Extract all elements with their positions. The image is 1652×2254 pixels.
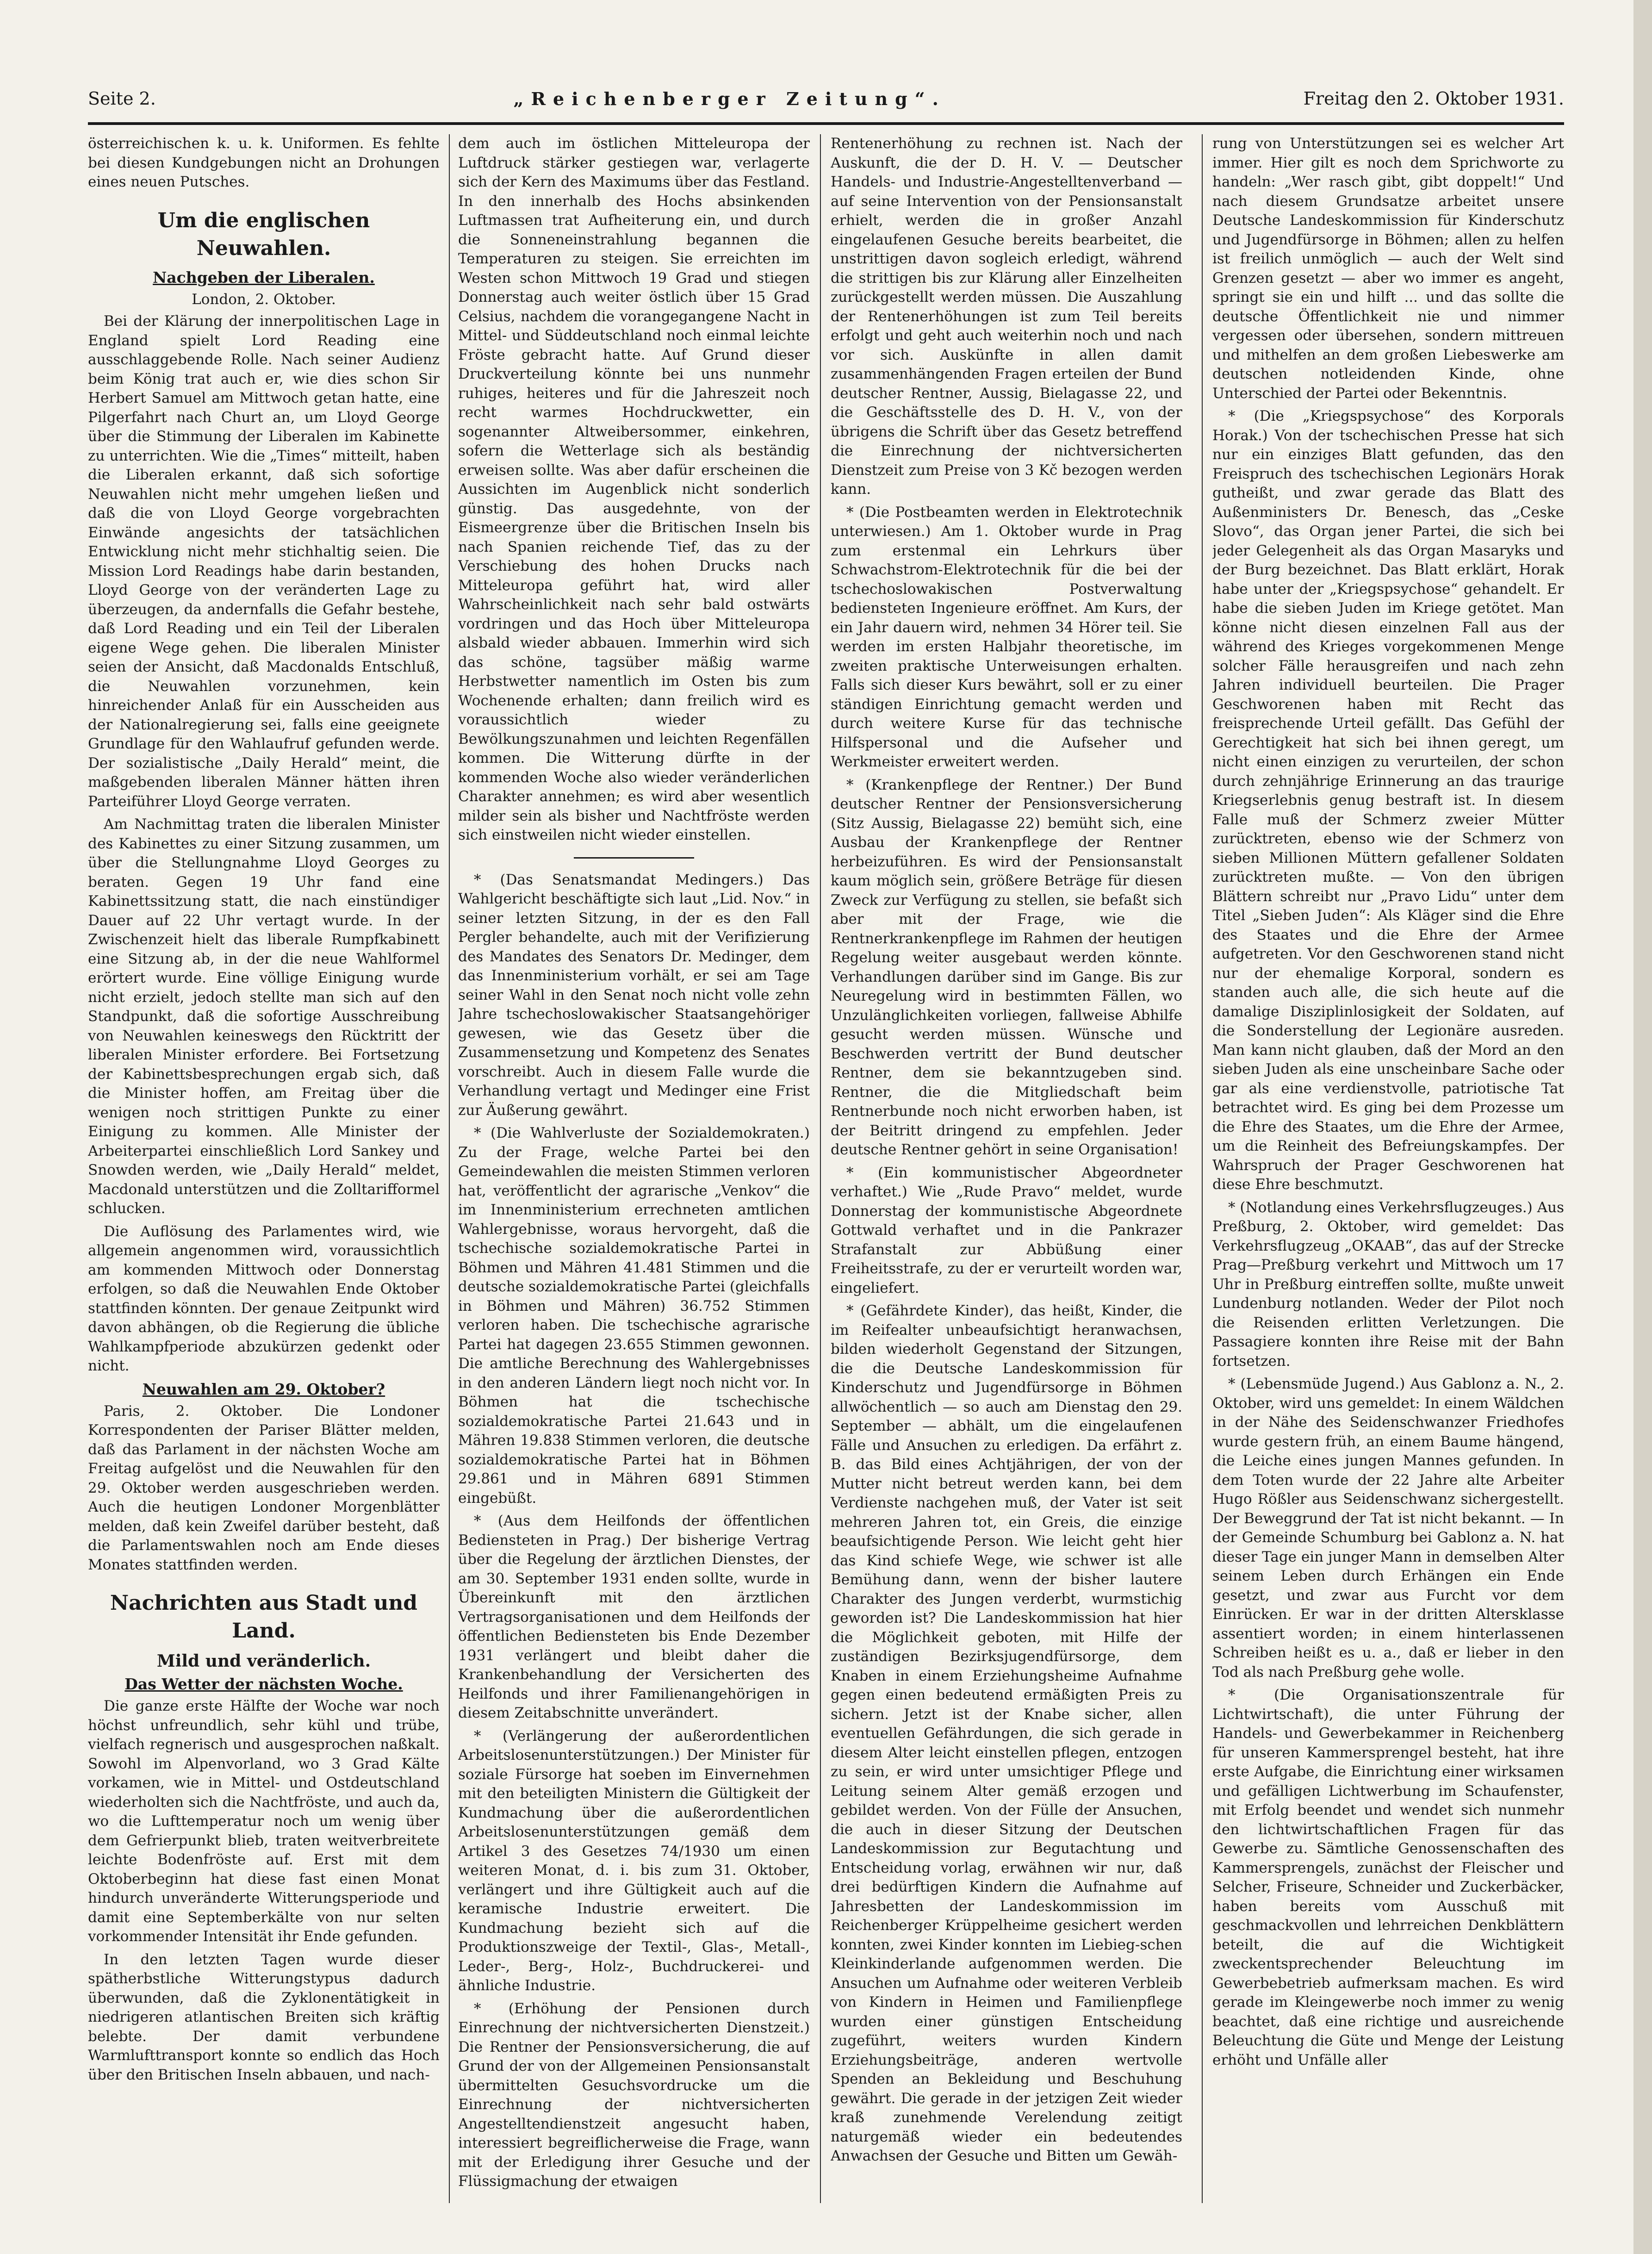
news-item: * (Die Postbeamten werden in Elektrotechnik unterwiesen.) Am 1. Oktober wurde in Prag zum erstenmal ein Lehrkurs über Schwachstrom-Elektrotechnik für die bei der tschechoslowakischen Postverwaltung bediensteten Ingenieure eröffnet. Am Kurs, der ein Jahr dauern wird, nehmen 34 Hörer teil. Sie werden im ersten Halbjahr theoretische, im zweiten praktische Unterweisungen erhalten. Falls sich dieser Kurs bewährt, soll er zu einer ständigen Einrichtung gemacht werden und durch weitere Kurse für das technische Hilfspersonal und die Aufseher und Werkmeister erweitert werden. [831,504,1182,770]
news-item: * (Erhöhung der Pensionen durch Einrechnung der nichtversicherten Dienstzeit.) Die Rentner der Pensionsversicherung, die auf Grund der von der Allgemeinen Pensionsanstalt übermittelten Gesuchsvordrucke um die Einrechnung der nichtversicherten Angestelltendienstzeit angesucht haben, interessiert begreiflicherweise die Frage, wann mit der Erledigung ihrer Gesuche und der Flüssigmachung der etwaigen [458,2000,810,2190]
news-item: * (Die Organisationszentrale für Lichtwirtschaft), die unter Führung der Handels- und Gewerbekammer in Reichenberg für unseren Kammersprengel besteht, hat ihre erste Aufgabe, die Einrichtung einer wirksamen und gefälligen Lichtwerbung im Schaufenster, mit Erfolg beendet und wendet sich nunmehr den lichtwirtschaftlichen Fragen für das Gewerbe zu. Sämtliche Genossenschaften des Kammersprengels, zunächst der Fleischer und Selcher, Friseure, Schneider und Zuckerbäcker, haben bereits vom Ausschuß mit geschmackvollen und lehrreichen Denkblättern beteilt, die auf die Wichtigkeit zweckentsprechender Beleuchtung im Gewerbebetrieb aufmerksam machen. Es wird gerade im Kleingewerbe noch immer zu wenig beachtet, daß eine richtige und ausreichende Beleuchtung die Güte und Menge der Leistung erhöht und Unfälle aller [1212,1687,1564,2068]
news-item: * (Krankenpflege der Rentner.) Der Bund deutscher Rentner der Pensionsversicherung (Sitz Aussig, Bielagasse 22) bemüht sich, eine Ausbau der Krankenpflege der Rentner herbeizuführen. Es wird der Pensionsanstalt kaum möglich sein, größere Beträge für diesen Zweck zur Verfügung zu stellen, sie befaßt sich aber mit der Frage, wie die Rentnerkrankenpflege im Rahmen der heutigen Regelung weiter ausgebaut werden könnte. Verhandlungen darüber sind im Gange. Bis zur Neuregelung wird in bestimmten Fällen, wo Unzulänglichkeiten vorliegen, fallweise Abhilfe gesucht werden müssen. Wünsche und Beschwerden vertritt der Bund deutscher Rentner, dem sie bekanntzugeben sind. Rentner, die die Mitgliedschaft beim Rentnerbunde noch nicht erworben haben, ist der Beitritt dringend zu empfehlen. Jeder deutsche Rentner gehört in seine Organisation! [831,776,1182,1158]
news-item: * (Das Senatsmandat Medingers.) Das Wahlgericht beschäftigte sich laut „Lid. Nov.“ in seiner letzten Sitzung, in der es den Fall Pergler behandelte, auch mit der Verifizierung des Mandates des Senators Dr. Medinger, dem das Innenministerium vorhält, er sei am Tage seiner Wahl in den Senat noch nicht volle zehn Jahre tschechoslowakischer Staatsangehöriger gewesen, wie das Gesetz über die Zusammensetzung und Kompetenz des Senates vorschreibt. Auch in diesem Falle wurde die Verhandlung vertagt und Medinger eine Frist zur Äußerung gewährt. [458,871,810,1119]
news-item: * (Die „Kriegspsychose“ des Korporals Horak.) Von der tschechischen Presse hat sich nur ein einziges Blatt gefunden, das den Freispruch des tschechischen Legionärs Horak gutheißt, und zwar gerade das Blatt des Außenministers Dr. Benesch, das „Ceske Slovo“, das Organ jener Partei, die sich bei jeder Gelegenheit als das Organ Masaryks und der Burg bezeichnet. Das Blatt erklärt, Horak habe unter der „Kriegspsychose“ gehandelt. Er habe die sieben Juden im Kriege getötet. Man könne nicht diesen einzelnen Fall aus der während des Krieges vorgekommenen Menge solcher Fälle herausgreifen und nach zehn Jahren individuell beurteilen. Die Prager Geschworenen haben mit Recht das freisprechende Urteil gefällt. Das Gefühl der Gerechtigkeit hat sich bei ihnen geregt, um nicht einen einzigen zu verurteilen, der schon durch zehnjährige Erinnerung an das traurige Kriegserlebnis genug bestraft ist. In diesem Falle muß der Schmerz zweier Mütter zurücktreten, ebenso wie der Schmerz von sieben Millionen Müttern gefallener Soldaten zurücktreten mußte. — Von den übrigen Blättern schreibt nur „Pravo Lidu“ unter dem Titel „Sieben Juden“: Als Kläger sind die Ehre des Staates und die Ehre der Armee aufgetreten. Vor den Geschworenen stand nicht nur der ehemalige Korporal, sondern es standen auch alle, die sich heute auf die damalige Disziplinlosigkeit der Soldaten, auf die Sonderstellung der Legionäre ausreden. Man kann nicht glauben, daß der Mord an den sieben Juden als eine unscheinbare Sache oder gar als eine verdienstvolle, patriotische Tat betrachtet wird. Es ging bei dem Prozesse um die Ehre des Staates, um die Ehre der Armee, um die Reinheit des Befreiungskampfes. Der Wahrspruch der Prager Geschworenen hat diese Ehre beschmutzt. [1212,408,1564,1193]
article-paragraph: dem auch im östlichen Mitteleuropa der Luftdruck stärker gestiegen war, verlagerte sich der Kern des Maximums über das Festland. In den innerhalb des Hochs absinkenden Luftmassen trat Aufheiterung ein, und durch die Sonneneinstrahlung begannen die Temperaturen zu steigen. Sie erreichten im Westen schon Mittwoch 19 Grad und stiegen Donnerstag auch weiter östlich über 15 Grad Celsius, nachdem die vorangegangene Nacht in Mittel- und Süddeutschland noch einmal leichte Fröste gebracht hatte. Auf Grund dieser Druckverteilung könnte bei uns nunmehr ruhiges, heiteres und für die Jahreszeit noch recht warmes Hochdruckwetter, ein sogenannter Altweibersommer, einkehren, sofern die Wetterlage sich als beständig erweisen sollte. Was aber dafür erscheinen die Aussichten im Augenblick nicht sonderlich günstig. Das ausgedehnte, von der Eismeergrenze über die Britischen Inseln bis nach Spanien reichende Tief, das zu der Verschiebung des hohen Drucks nach Mitteleuropa geführt hat, wird aller Wahrscheinlichkeit nach sehr bald ostwärts vordringen und das Hoch über Mitteleuropa alsbald wieder abbauen. Immerhin wird sich das schöne, tagsüber mäßig warme Herbstwetter namentlich im Osten bis zum Wochenende erhalten; dann freilich wird es voraussichtlich wieder zu Bewölkungszunahmen und leichten Regenfällen kommen. Die Witterung dürfte in der kommenden Woche also wieder veränderlichen Charakter annehmen; es wird aber wesentlich milder sein als bisher und Nachtfröste werden sich einstweilen nicht wieder einstellen. [458,135,810,843]
article-paragraph: Bei der Klärung der innerpolitischen Lage in England spielt Lord Reading eine ausschlaggebende Rolle. Nach seiner Audienz beim König trat auch er, wie dies schon Sir Herbert Samuel am Mittwoch getan hatte, eine Pilgerfahrt nach Churt an, um Lloyd George über die Stimmung der Liberalen im Kabinette zu unterrichten. Wie die „Times“ mitteilt, haben die Liberalen erkannt, daß sich sofortige Neuwahlen nicht mehr umgehen ließen und daß die von Lloyd George vorgebrachten Einwände angesichts der tatsächlichen Entwicklung nicht mehr stichhaltig seien. Die Mission Lord Readings habe darin bestanden, Lloyd George von der veränderten Lage zu überzeugen, da andernfalls die Gefahr bestehe, daß Lord Reading und ein Teil der Liberalen eigene Wege gehen. Die liberalen Minister seien der Ansicht, daß Macdonalds Entschluß, die Neuwahlen vorzunehmen, kein hinreichender Anlaß für ein Ausscheiden aus der Nationalregierung sei, falls eine geeignete Grundlage für den Wahlaufruf gefunden werde. Der sozialistische „Daily Herald“ meint, die maßgebenden liberalen Männer hätten ihren Parteiführer Lloyd George verraten. [88,313,440,810]
article-paragraph: Am Nachmittag traten die liberalen Minister des Kabinettes zu einer Sitzung zusammen, um über die Stellungnahme Lloyd Georges zu beraten. Gegen 19 Uhr fand eine Kabinettssitzung statt, die nach einstündiger Dauer auf 22 Uhr vertagt wurde. In der Zwischenzeit hielt das liberale Rumpfkabinett eine Sitzung ab, in der die neue Wahlformel erörtert wurde. Eine völlige Einigung wurde nicht erzielt, jedoch stellte man sich auf den Standpunkt, daß die sofortige Ausschreibung von Neuwahlen keineswegs den Rücktritt der liberalen Minister erfordere. Bei Fortsetzung der Kabinettsbesprechungen ergab sich, daß die Minister hoffen, am Freitag über die wenigen noch strittigen Punkte zu einer Einigung zu kommen. Alle Minister der Arbeiterpartei einschließlich Lord Sankey und Snowden werden, wie „Daily Herald“ meldet, Macdonald unterstützen und die Zolltarifformel schlucken. [88,816,440,1217]
article-subheadline: Nachgeben der Liberalen. [153,268,375,286]
news-item: rung von Unterstützungen sei es welcher Art immer. Hier gilt es noch dem Sprichworte zu handeln: „Wer rasch gibt, gibt doppelt!“ Und nach diesem Grundsatze arbeitet unsere Deutsche Landeskommission für Kinderschutz und Jugendfürsorge in Böhmen; allen zu helfen ist freilich unmöglich — auch der Welt sind Grenzen gesetzt — aber wo immer es angeht, springt sie ein und hilft ... und das sollte die deutsche Öffentlichkeit nie und nimmer vergessen oder übersehen, sondern mittreuen und mithelfen an dem großen Liebeswerke am deutschen notleidenden Kinde, ohne Unterschied der Partei oder Bekenntnis. [1212,135,1564,402]
news-item: * (Gefährdete Kinder), das heißt, Kinder, die im Reifealter unbeaufsichtigt heranwachsen, bilden wiederholt Gegenstand der Sitzungen, die die Deutsche Landeskommission für Kinderschutz und Jugendfürsorge in Böhmen allwöchentlich — so auch am Dienstag den 29. September — abhält, um die eingelaufenen Fälle und Ansuchen zu erledigen. Da erfährt z. B. das Bild eines Achtjährigen, der von der Mutter nicht betreut werden kann, bei dem Verdienste nachgehen muß, der Vater ist seit mehreren Jahren tot, ein Greis, die einzige beaufsichtigende Person. Wie leicht geht hier das Kind schiefe Wege, wie schwer ist alle Bemühung dann, wenn der bisher lautere Charakter des Jungen verderbt, wurmstichig geworden ist? Die Landeskommission hat hier die Möglichkeit geboten, mit Hilfe der zuständigen Bezirksjugendfürsorge, dem Knaben in einem Erziehungsheime Aufnahme gegen einen bedeutend ermäßigten Preis zu sichern. Jetzt ist der Knabe sicher, allen eventuellen Gefährdungen, die sich gerade in diesem Alter leicht einstellen pflegen, entzogen zu sein, er wird unter umsichtiger Pflege und Leitung seinem Alter gemäß erzogen und gebildet werden. Von der Fülle der Ansuchen, die auch in dieser Sitzung der Deutschen Landeskommission zur Begutachtung und Entscheidung vorlag, erwähnen wir nur, daß drei bedürftigen Kindern die Aufnahme auf Jahresbetten der Landeskommission im Reichenberger Krüppelheime gesichert werden konnten, zwei Kinder konnten im Liebieg-schen Kleinkinderlande aufgenommen werden. Die Ansuchen um Aufnahme oder weiteren Verbleib von Kindern in Heimen und Familienpflege wurden einer günstigen Entscheidung zugeführt, weiters wurden Kindern Erziehungsbeiträge, anderen wertvolle Spenden an Bekleidung und Beschuhung gewährt. Die gerade in der jetzigen Zeit wieder kraß zunehmende Verelendung zeitigt naturgemäß wieder ein bedeutendes Anwachsen der Gesuche und Bitten um Gewäh- [831,1302,1182,2164]
news-item: * (Ein kommunistischer Abgeordneter verhaftet.) Wie „Rude Pravo“ meldet, wurde Donnerstag der kommunistische Abgeordnete Gottwald verhaftet und in die Pankrazer Strafanstalt zur Abbüßung einer Freiheitsstrafe, zu der er verurteilt worden war, eingeliefert. [831,1164,1182,1296]
dateline: London, 2. Oktober. [192,291,336,308]
header-rule [88,122,1564,125]
news-item: * (Lebensmüde Jugend.) Aus Gablonz a. N., 2. Oktober, wird uns gemeldet: In einem Wäldchen in der Nähe des Seidenschwanzer Friedhofes wurde gestern früh, an einem Baume hängend, die Leiche eines jungen Mannes gefunden. In dem Toten wurde der 22 Jahre alte Arbeiter Hugo Rößler aus Seidenschwanz sichergestellt. Der Beweggrund der Tat ist nicht bekannt. — In der Gemeinde Schumburg bei Gablonz a. N. hat dieser Tage ein junger Mann in demselben Alter seinem Leben durch Erhängen ein Ende gesetzt, und zwar aus Furcht vor dem Einrücken. Er war in der dritten Altersklasse assentiert worden; in einem hinterlassenen Schreiben heißt es u. a., daß er lieber in den Tod als nach Preßburg gehe wolle. [1212,1376,1564,1681]
article-continuation: österreichischen k. u. k. Uniformen. Es fehlte bei diesen Kundgebungen nicht an Drohungen eines neuen Putsches. [88,135,440,190]
article-subheadline: Neuwahlen am 29. Oktober? [142,1380,385,1398]
article-paragraph: In den letzten Tagen wurde dieser spätherbstliche Witterungstypus dadurch überwunden, daß die Zyklonentätigkeit in niedrigeren atlantischen Breiten sich kräftig belebte. Der damit verbundene Warmlufttransport konnte so endlich das Hoch über den Britischen Inseln abbauen, und nach- [88,1951,440,2083]
column-2 [458,134,810,2203]
page-header [88,82,1564,115]
column-divider [449,134,450,2203]
article-separator [574,857,694,859]
column-divider [1202,134,1203,2203]
section-headline: Nachrichten aus Stadt und Land. [110,1591,418,1643]
news-item: * (Notlandung eines Verkehrsflugzeuges.) Aus Preßburg, 2. Oktober, wird gemeldet: Das Verkehrsflugzeug „OKAAB“, das auf der Strecke Prag—Preßburg verkehrt und Mittwoch um 17 Uhr in Preßburg eintreffen sollte, mußte unweit Lundenburg notlanden. Weder der Pilot noch die Reisenden erlitten Verletzungen. Die Passagiere konnten ihre Reise mit der Bahn fortsetzen. [1212,1199,1564,1370]
column-divider [820,134,821,2203]
news-item: * (Verlängerung der außerordentlichen Arbeitslosenunterstützungen.) Der Minister für soziale Fürsorge hat soeben im Einvernehmen mit den beteiligten Ministern die Gültigkeit der Kundmachung über die außerordentlichen Arbeitslosenunterstützungen gemäß dem Artikel 3 des Gesetzes 74/1930 um einen weiteren Monat, d. i. bis zum 31. Oktober, verlängert und ihre Gültigkeit auch auf die keramische Industrie erweitert. Die Kundmachung bezieht sich auf die Produktionszweige der Textil-, Glas-, Metall-, Leder-, Berg-, Holz-, Buchdruckerei- und ähnliche Industrie. [458,1727,810,1994]
page-edge [1633,0,1652,2254]
article-paragraph: Die Auflösung des Parlamentes wird, wie allgemein angenommen wird, voraussichtlich am kommenden Mittwoch oder Donnerstag erfolgen, so daß die Neuwahlen Ende Oktober stattfinden könnten. Der genaue Zeitpunkt wird davon abhängen, ob die Regierung die übliche Wahlkampfperiode abzukürzen gedenkt oder nicht. [88,1223,440,1374]
article-subheadline: Das Wetter der nächsten Woche. [124,1675,403,1693]
news-item: Rentenerhöhung zu rechnen ist. Nach der Auskunft, die der D. H. V. — Deutscher Handels- und Industrie-Angestelltenverband — auf seine Intervention von der Pensionsanstalt erhielt, werden die in großer Anzahl eingelaufenen Gesuche bereits bearbeitet, die unstrittigen davon sogleich erledigt, während die strittigen bis zur Klärung aller Einzelheiten zurückgestellt werden müssen. Die Auszahlung der Rentenerhöhungen ist zum Teil bereits erfolgt und geht auch weiterhin noch und nach vor sich. Auskünfte in allen damit zusammenhängenden Fragen erteilen der Bund deutscher Rentner, Aussig, Bielagasse 22, und die Geschäftsstelle des D. H. V., von der übrigens die Schrift über das Gesetz betreffend die Einrechnung der nichtversicherten Dienstzeit zum Preise von 3 Kč bezogen werden kann. [831,135,1182,498]
news-item: * (Aus dem Heilfonds der öffentlichen Bediensteten in Prag.) Der bisherige Vertrag über die Regelung der ärztlichen Dienstes, der am 30. September 1931 enden sollte, wurde in Übereinkunft mit den ärztlichen Vertragsorganisationen und dem Heilfonds der öffentlichen Bediensteten bis Ende Dezember 1931 verlängert und bleibt daher die Krankenbehandlung der Versicherten des Heilfonds und ihrer Familienangehörigen in diesem Zeitabschnitte unverändert. [458,1513,810,1721]
issue-date: Freitag den 2. Oktober 1931. [1303,88,1564,109]
column-4 [1212,134,1564,2203]
article-headline: Um die englischen Neuwahlen. [157,208,370,260]
article-paragraph: Die ganze erste Hälfte der Woche war noch höchst unfreundlich, sehr kühl und trübe, vielfach regnerisch und ausgesprochen naßkalt. Sowohl im Alpenvorland, wo 3 Grad Kälte vorkamen, wie in Mittel- und Ostdeutschland wiederholten sich die Nachtfröste, und auch da, wo die Lufttemperatur noch um wenig über dem Gefrierpunkt blieb, traten weitverbreitete leichte Bodenfröste auf. Erst mit dem Oktoberbeginn hat diese fast einen Monat hindurch unveränderte Witterungsperiode und damit eine Septemberkälte von nur selten vorkommender Intensität ihr Ende gefunden. [88,1698,440,1945]
news-item: * (Die Wahlverluste der Sozialdemokraten.) Zu der Frage, welche Partei bei den Gemeindewahlen die meisten Stimmen verloren hat, veröffentlicht der agrarische „Venkov“ die im Innenministerium errechneten amtlichen Wahlergebnisse, woraus hervorgeht, daß die tschechische sozialdemokratische Partei in Böhmen und Mähren 41.481 Stimmen und die deutsche sozialdemokratische Partei (gleichfalls in Böhmen und Mähren) 36.752 Stimmen verloren haben. Die tschechische agrarische Partei hat dagegen 23.655 Stimmen gewonnen. Die amtliche Berechnung des Wahlergebnisses in den anderen Ländern liegt noch nicht vor. In Böhmen hat die tschechische sozialdemokratische Partei 21.643 und in Mähren 19.838 Stimmen verloren, die deutsche sozialdemokratische Partei hat in Böhmen 29.861 und in Mähren 6891 Stimmen eingebüßt. [458,1125,810,1507]
column-1 [88,134,440,2203]
column-3 [831,134,1182,2203]
newspaper-title: „Reichenberger Zeitung“. [513,88,946,109]
page-number: Seite 2. [88,88,156,109]
section-deck: Mild und veränderlich. [156,1651,371,1671]
article-paragraph: Paris, 2. Oktober. Die Londoner Korrespondenten der Pariser Blätter melden, daß das Parlament in der nächsten Woche am Freitag aufgelöst und die Neuwahlen für den 29. Oktober werden ausgeschrieben werden. Auch die heutigen Londoner Morgenblätter melden, daß kein Zweifel darüber besteht, daß die Parlamentswahlen noch am Ende dieses Monates stattfinden werden. [88,1402,440,1573]
